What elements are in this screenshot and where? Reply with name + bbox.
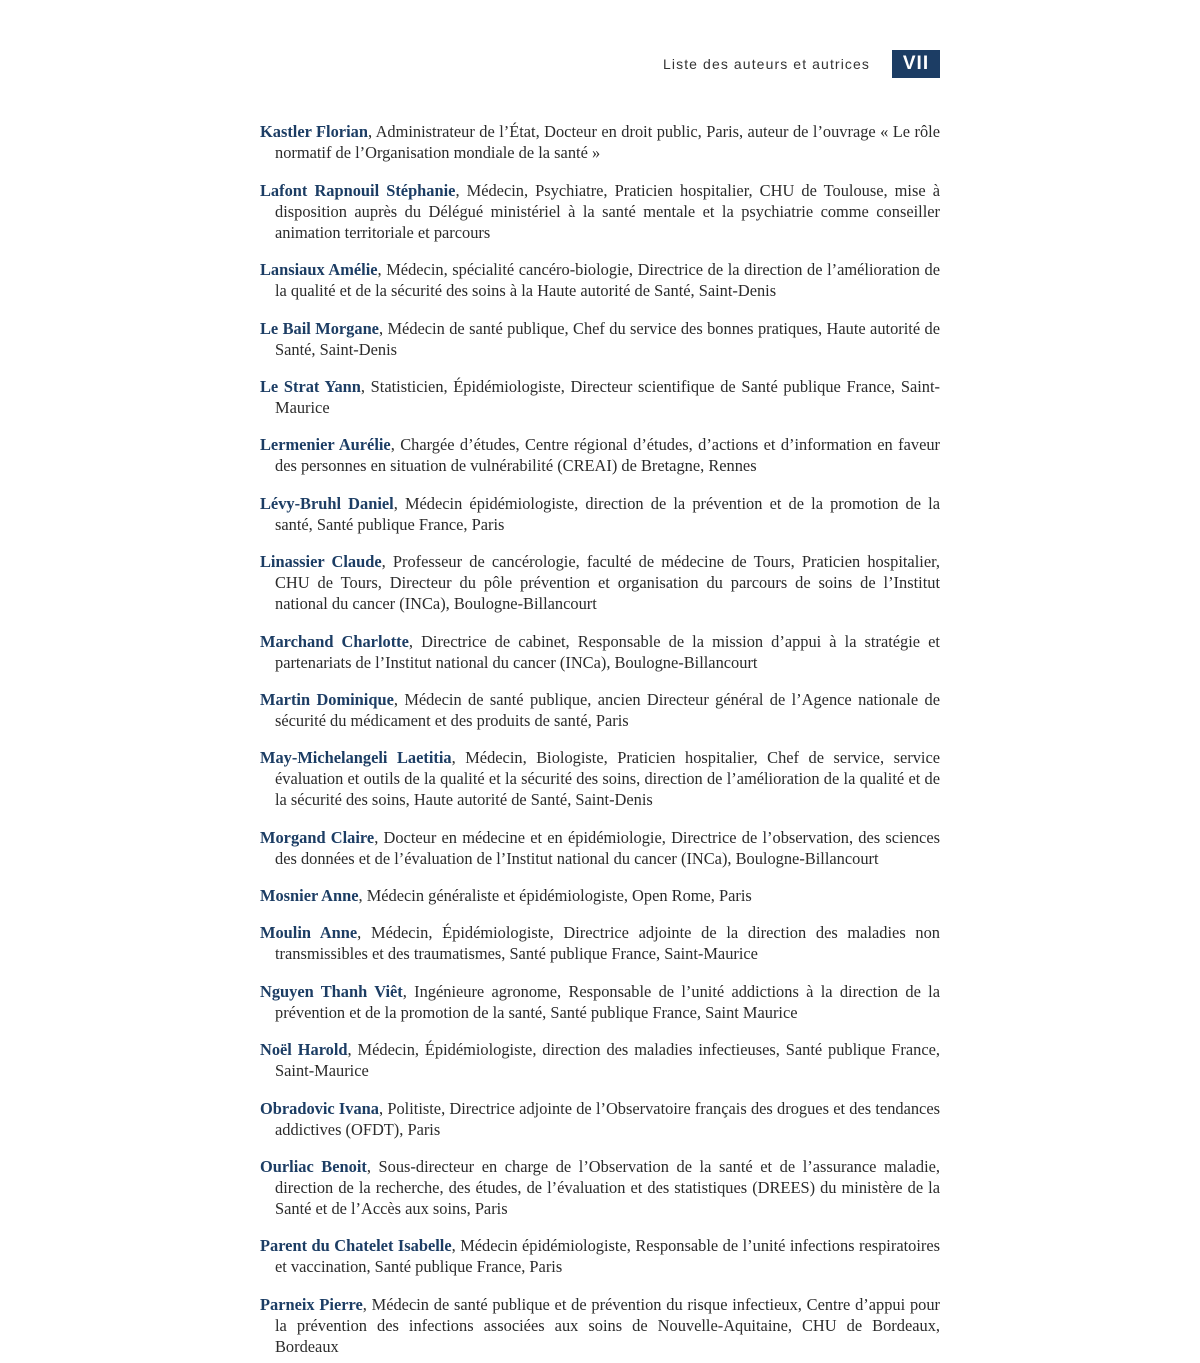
- author-entry: [260, 689, 940, 731]
- author-entry: [260, 318, 940, 360]
- author-entry: [260, 747, 940, 810]
- author-name: Lansiaux Amélie: [260, 260, 378, 280]
- author-entry: [260, 631, 940, 673]
- author-name: Moulin Anne: [260, 923, 358, 943]
- author-name: Martin Dominique: [260, 689, 394, 709]
- author-entry: [260, 827, 940, 869]
- author-name: Lafont Rapnouil Stéphanie: [260, 180, 456, 200]
- author-entry: [260, 1039, 940, 1081]
- author-name: Noël Harold: [260, 1040, 348, 1060]
- author-name: Morgand Claire: [260, 827, 375, 847]
- author-entry: [260, 434, 940, 476]
- author-name: Mosnier Anne: [260, 886, 359, 906]
- author-description: , Médecin de santé publique et de prévention du risque infectieux, Centre d’appui pour la prévention des infections associées aux soins de Nouvelle-Aquitaine, CHU de Bordeaux, Bordeaux: [275, 1294, 940, 1356]
- author-entry: [260, 121, 940, 163]
- page-number-badge: VII: [892, 50, 940, 78]
- author-description: , Médecin, Épidémiologiste, direction des maladies infectieuses, Santé publique France, Saint-Maurice: [275, 1040, 940, 1081]
- author-entry: [260, 922, 940, 964]
- author-name: Marchand Charlotte: [260, 631, 409, 651]
- author-name: Lermenier Aurélie: [260, 435, 391, 455]
- author-name: Lévy-Bruhl Daniel: [260, 493, 394, 513]
- author-name: Nguyen Thanh Viêt: [260, 981, 403, 1001]
- author-entry: [260, 376, 940, 418]
- author-description: , Médecin, Psychiatre, Praticien hospitalier, CHU de Toulouse, mise à disposition auprès du Délégué ministériel à la santé mentale et la psychiatrie comme conseiller animation territoriale et parcours: [275, 180, 941, 242]
- page-header: [600, 50, 940, 78]
- author-name: May-Michelangeli Laetitia: [260, 748, 452, 768]
- author-entry: [260, 493, 940, 535]
- author-description: , Sous-directeur en charge de l’Observation de la santé et de l’assurance maladie, direction de la recherche, des études, de l’évaluation et des statistiques (DREES) du ministère de la Santé et de l’Accès aux soins, Paris: [275, 1157, 940, 1219]
- author-description: , Médecin épidémiologiste, Responsable de l’unité infections respiratoires et vaccination, Santé publique France, Paris: [275, 1236, 941, 1277]
- author-name: Le Strat Yann: [260, 376, 361, 396]
- author-entry: [260, 1098, 940, 1140]
- author-description: , Directrice de cabinet, Responsable de la mission d’appui à la stratégie et partenariats de l’Institut national du cancer (INCa), Boulogne-Billancourt: [275, 631, 940, 672]
- author-description: , Médecin généraliste et épidémiologiste, Open Rome, Paris: [358, 886, 752, 906]
- author-description: , Ingénieure agronome, Responsable de l’unité addictions à la direction de la prévention et de la promotion de la santé, Santé publique France, Saint Maurice: [275, 981, 940, 1022]
- author-description: , Professeur de cancérologie, faculté de médecine de Tours, Praticien hospitalier, CHU de Tours, Directeur du pôle prévention et organisation du parcours de soins de l’Institut national du cancer (INCa), Boulogne-Billancourt: [275, 552, 940, 614]
- author-description: , Médecin de santé publique, Chef du service des bonnes pratiques, Haute autorité de Santé, Saint-Denis: [275, 318, 940, 359]
- author-description: , Médecin épidémiologiste, direction de la prévention et de la promotion de la santé, Santé publique France, Paris: [275, 493, 940, 534]
- author-name: Linassier Claude: [260, 552, 382, 572]
- author-description: , Médecin, Épidémiologiste, Directrice adjointe de la direction des maladies non transmissibles et des traumatismes, Santé publique France, Saint-Maurice: [275, 923, 940, 964]
- author-description: , Docteur en médecine et en épidémiologie, Directrice de l’observation, des sciences des données et de l’évaluation de l’Institut national du cancer (INCa), Boulogne-Billancourt: [275, 827, 940, 868]
- author-entry: [260, 1235, 940, 1277]
- author-entry: [260, 180, 940, 243]
- author-entry: [260, 551, 940, 614]
- author-list: [260, 105, 940, 1363]
- author-description: , Médecin de santé publique, ancien Directeur général de l’Agence nationale de sécurité du médicament et des produits de santé, Paris: [275, 689, 940, 730]
- author-description: , Médecin, spécialité cancéro-biologie, Directrice de la direction de l’amélioration de la qualité et de la sécurité des soins à la Haute autorité de Santé, Saint-Denis: [275, 260, 940, 301]
- author-description: , Médecin, Biologiste, Praticien hospitalier, Chef de service, service évaluation et outils de la qualité et la sécurité des soins, direction de l’amélioration de la qualité et de la sécurité des soins, Haute autorité de Santé, Saint-Denis: [275, 748, 940, 810]
- author-description: , Administrateur de l’État, Docteur en droit public, Paris, auteur de l’ouvrage « Le rôle normatif de l’Organisation mondiale de la santé »: [275, 122, 940, 163]
- author-name: Parent du Chatelet Isabelle: [260, 1236, 452, 1256]
- author-name: Obradovic Ivana: [260, 1098, 379, 1118]
- author-name: Kastler Florian: [260, 122, 368, 142]
- author-entry: [260, 981, 940, 1023]
- author-description: , Statisticien, Épidémiologiste, Directeur scientifique de Santé publique France, Saint-Maurice: [275, 376, 940, 417]
- author-name: Le Bail Morgane: [260, 318, 379, 338]
- author-entry: [260, 259, 940, 301]
- author-description: , Chargée d’études, Centre régional d’études, d’actions et d’information en faveur des personnes en situation de vulnérabilité (CREAI) de Bretagne, Rennes: [275, 435, 940, 476]
- running-title: Liste des auteurs et autrices: [663, 56, 870, 72]
- author-entry: [260, 1294, 940, 1357]
- author-entry: [260, 885, 940, 906]
- author-entry: [260, 1156, 940, 1219]
- author-name: Ourliac Benoit: [260, 1157, 367, 1177]
- author-description: , Politiste, Directrice adjointe de l’Observatoire français des drogues et des tendances addictives (OFDT), Paris: [275, 1098, 940, 1139]
- author-name: Parneix Pierre: [260, 1294, 363, 1314]
